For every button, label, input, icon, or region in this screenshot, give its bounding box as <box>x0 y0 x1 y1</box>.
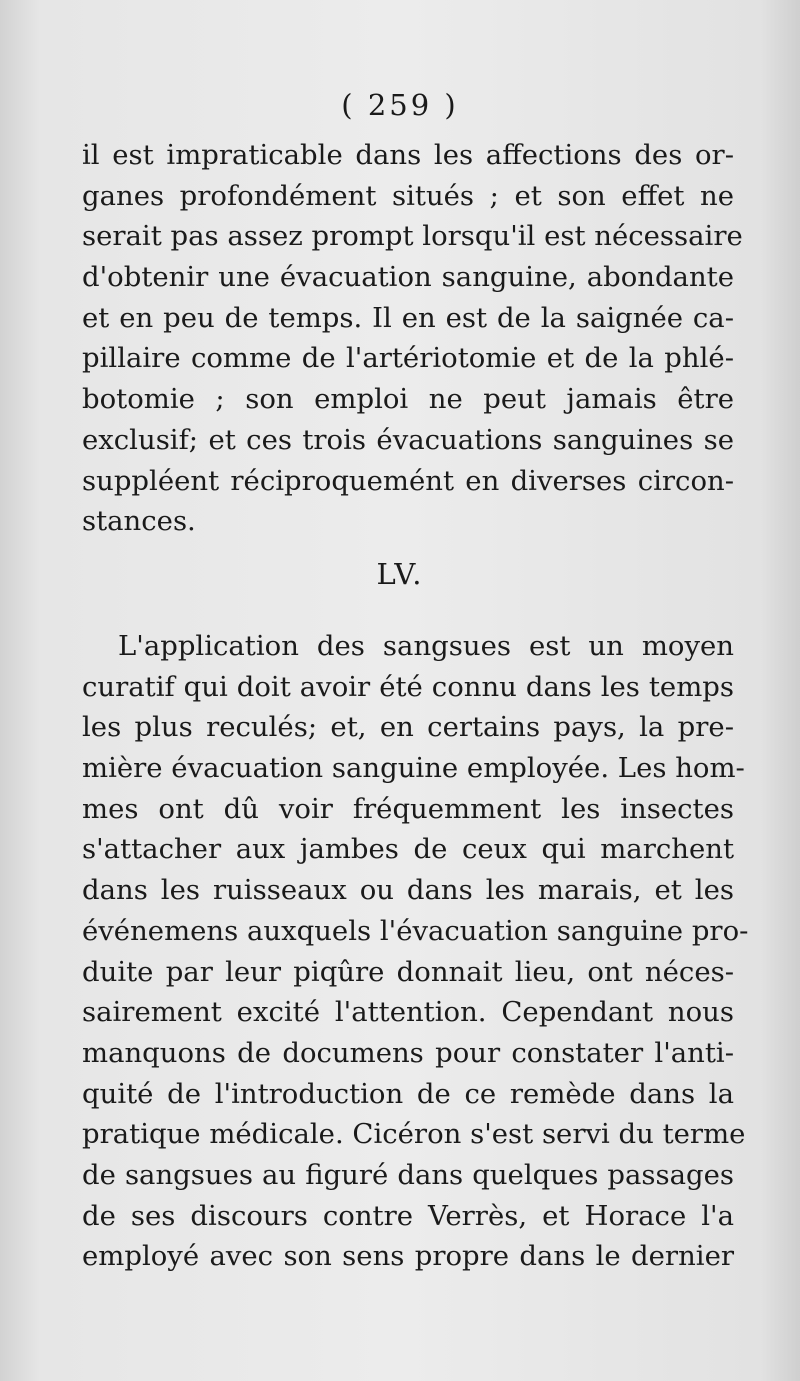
text-line: sairement excité l'attention. Cependant nous <box>82 996 734 1029</box>
text-line: pratique médicale. Cicéron s'est servi du terme <box>82 1118 746 1151</box>
text-line: ganes profondément situés ; et son effet ne <box>82 179 734 212</box>
paragraph-section <box>82 626 749 1277</box>
text-line: mes ont dû voir fréquemment les insectes <box>82 792 734 825</box>
text-line: botomie ; son emploi ne peut jamais être <box>82 383 734 416</box>
text-line: exclusif; et ces trois évacuations sanguines se <box>82 423 734 456</box>
text-line: serait pas assez prompt lorsqu'il est nécessaire <box>82 220 743 253</box>
paragraph-continued <box>82 135 743 542</box>
text-line: événemens auxquels l'évacuation sanguine pro- <box>82 914 749 947</box>
text-line: employé avec son sens propre dans le dernier <box>82 1240 734 1273</box>
text-line: les plus reculés; et, en certains pays, la pre- <box>82 711 734 744</box>
text-line: curatif qui doit avoir été connu dans les temps <box>82 670 734 703</box>
text-line: de ses discours contre Verrès, et Horace l'a <box>82 1199 734 1232</box>
text-line: stances. <box>82 505 196 538</box>
text-line: s'attacher aux jambes de ceux qui marchent <box>82 833 734 866</box>
text-line: quité de l'introduction de ce remède dans la <box>82 1077 734 1110</box>
text-line: L'application des sangsues est un moyen <box>118 630 734 662</box>
text-line: suppléent réciproquemént en diverses circon- <box>82 464 734 497</box>
section-heading: LV. <box>376 557 424 591</box>
text-line: dans les ruisseaux ou dans les marais, et les <box>82 874 734 907</box>
text-line: pillaire comme de l'artériotomie et de la phlé- <box>82 342 734 375</box>
text-line: duite par leur piqûre donnait lieu, ont néces- <box>82 955 734 988</box>
text-line: d'obtenir une évacuation sanguine, abondante <box>82 261 734 294</box>
text-line: manquons de documens pour constater l'anti- <box>82 1036 734 1069</box>
text-line: il est impraticable dans les affections des or- <box>82 139 734 171</box>
page-number: ( 259 ) <box>341 88 459 122</box>
text-line: et en peu de temps. Il en est de la saignée ca- <box>82 301 734 334</box>
text-line: mière évacuation sanguine employée. Les hom- <box>82 752 745 785</box>
text-line: de sangsues au figuré dans quelques passages <box>82 1158 734 1191</box>
